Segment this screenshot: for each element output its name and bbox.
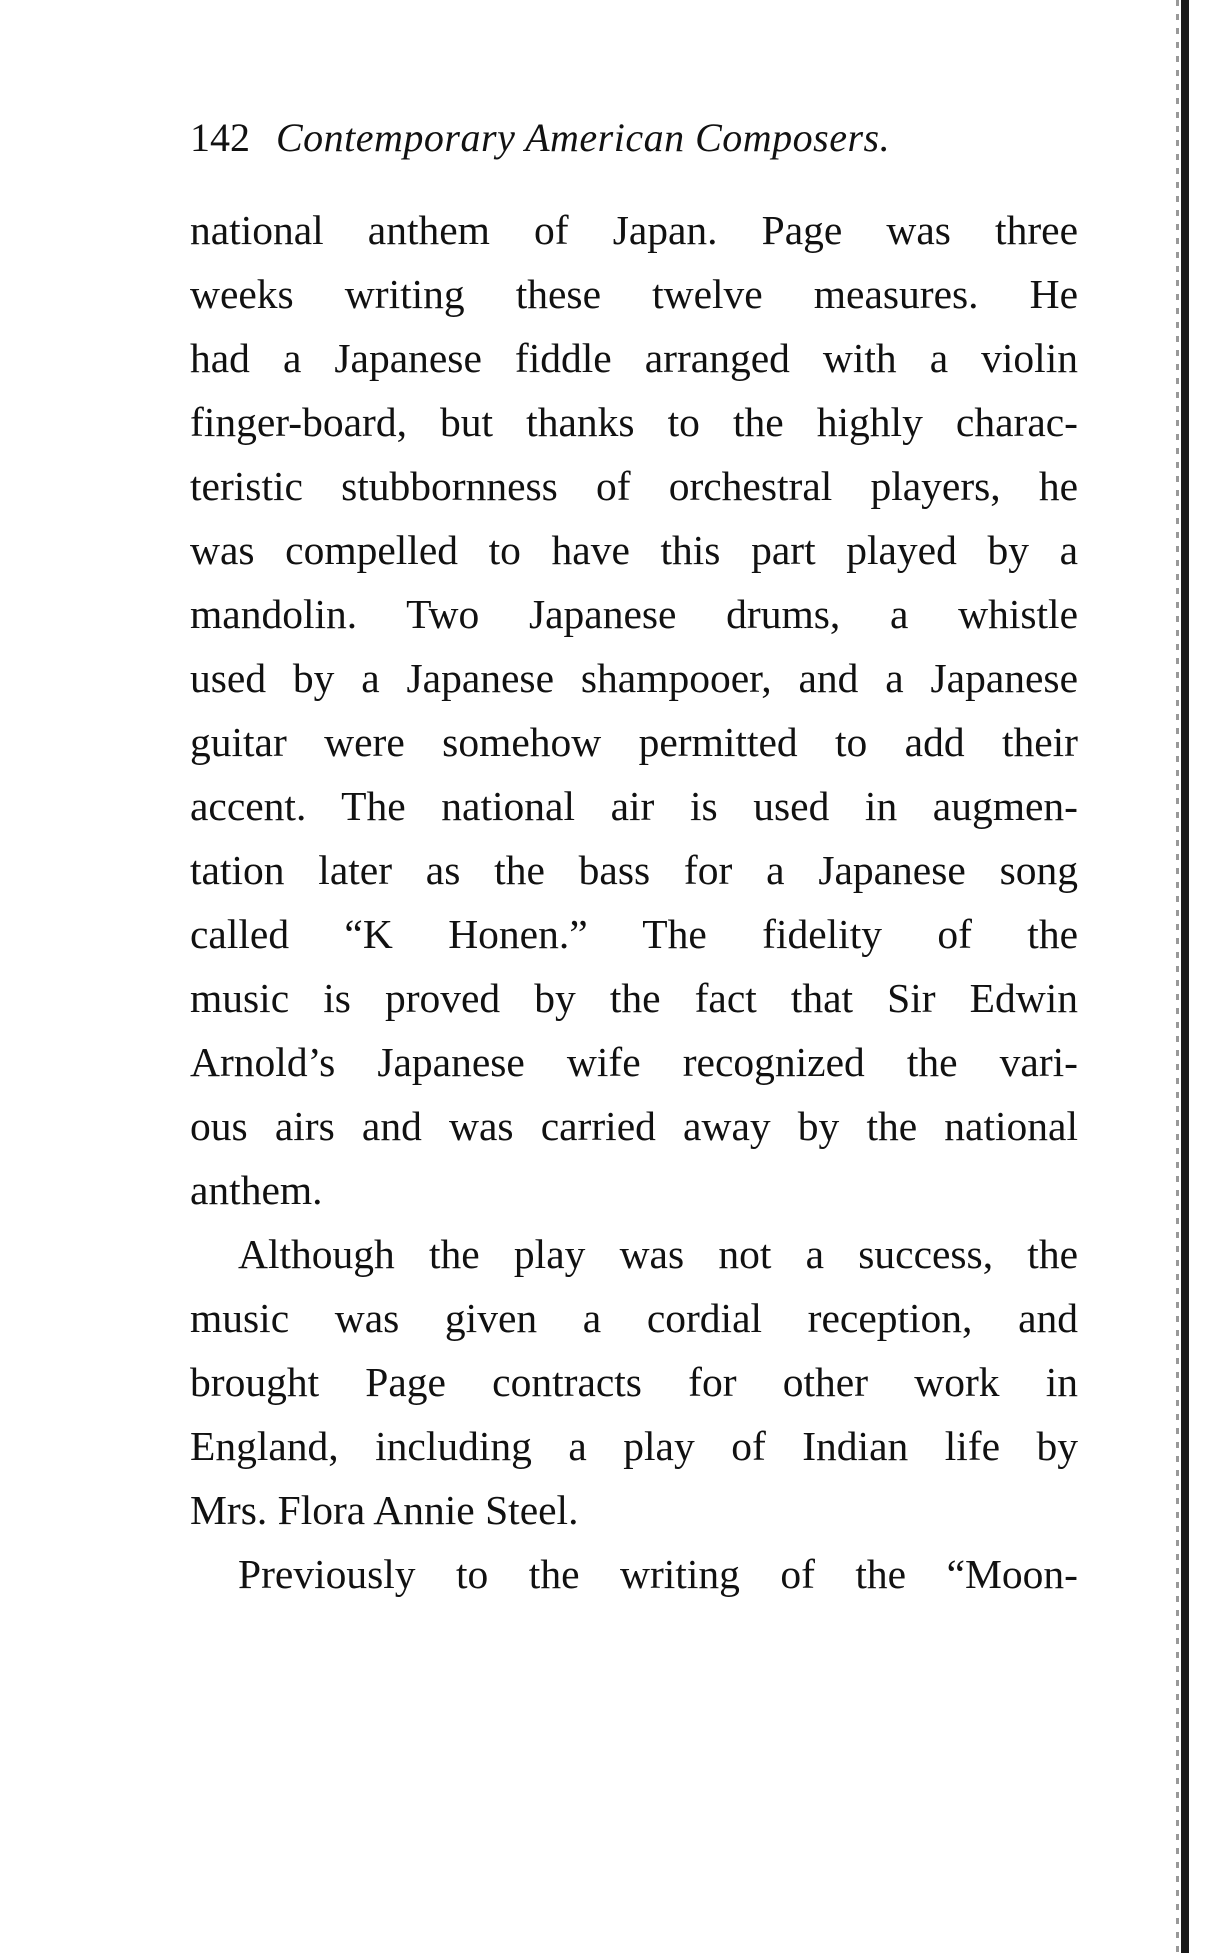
text-line: music was given a cordial reception, and bbox=[190, 1295, 1078, 1341]
text-line: teristic stubbornness of orchestral players, he bbox=[190, 463, 1078, 509]
text-line: music is proved by the fact that Sir Edwin bbox=[190, 975, 1078, 1021]
text-line: Previously to the writing of the “Moon- bbox=[238, 1551, 1078, 1597]
page-number: 142 bbox=[190, 115, 250, 160]
text-line: finger-board, but thanks to the highly charac- bbox=[190, 399, 1078, 445]
text-line: brought Page contracts for other work in bbox=[190, 1359, 1078, 1405]
text-line: Mrs. Flora Annie Steel. bbox=[190, 1487, 579, 1533]
text-line: anthem. bbox=[190, 1167, 323, 1213]
text-line: national anthem of Japan. Page was three bbox=[190, 207, 1078, 253]
running-title: Contemporary American Composers. bbox=[276, 115, 891, 160]
text-line: weeks writing these twelve measures. He bbox=[190, 271, 1078, 317]
body-text bbox=[190, 198, 1078, 1606]
text-line: mandolin. Two Japanese drums, a whistle bbox=[190, 591, 1078, 637]
text-line: had a Japanese fiddle arranged with a violin bbox=[190, 335, 1078, 381]
text-line: was compelled to have this part played by a bbox=[190, 527, 1078, 573]
text-line: guitar were somehow permitted to add their bbox=[190, 719, 1078, 765]
text-line: accent. The national air is used in augmen- bbox=[190, 783, 1078, 829]
text-line: tation later as the bass for a Japanese song bbox=[190, 847, 1078, 893]
running-head bbox=[190, 108, 890, 168]
text-line: Although the play was not a success, the bbox=[238, 1231, 1078, 1277]
text-line: ous airs and was carried away by the national bbox=[190, 1103, 1078, 1149]
page-edge-rule bbox=[1181, 0, 1189, 1953]
text-line: used by a Japanese shampooer, and a Japanese bbox=[190, 655, 1078, 701]
text-line: England, including a play of Indian life by bbox=[190, 1423, 1078, 1469]
text-line: called “K Honen.” The fidelity of the bbox=[190, 911, 1078, 957]
text-line: Arnold’s Japanese wife recognized the vari- bbox=[190, 1039, 1078, 1085]
